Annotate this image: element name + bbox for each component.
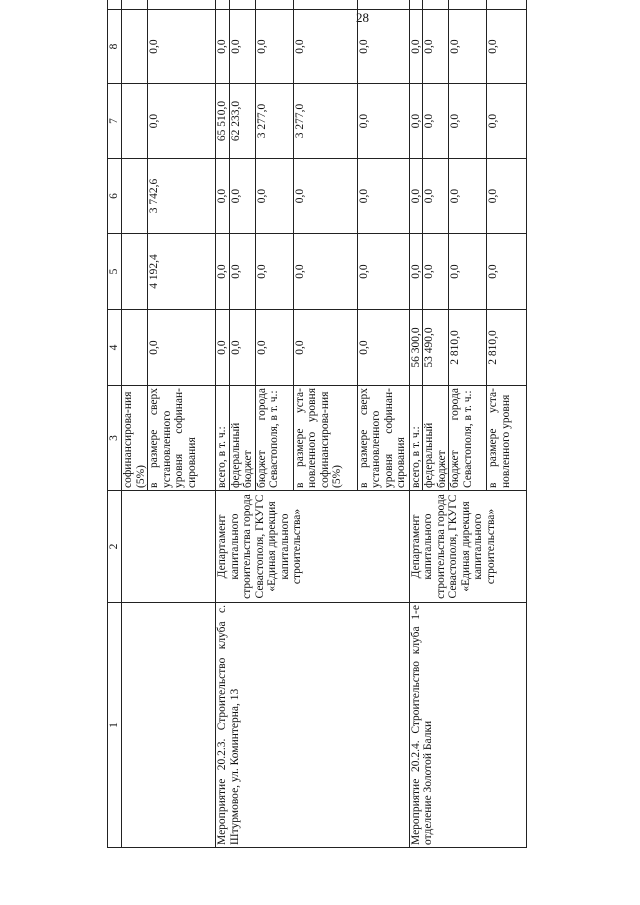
value-cell: 0,0 xyxy=(449,84,487,159)
fund-source: федеральный бюджет xyxy=(229,386,255,491)
fund-source: федеральный бюджет xyxy=(423,386,449,491)
value-cell xyxy=(148,0,216,10)
value-cell: 4 192,4 xyxy=(148,234,216,310)
value-cell: 0,0 xyxy=(216,310,230,386)
value-cell: 0,0 xyxy=(423,10,449,84)
budget-table xyxy=(107,0,527,848)
value-cell: 0,0 xyxy=(293,10,357,84)
executor-name: Департамент капитального строительства города Севастополя, ГКУГС «Единая дирекция капитального строительства» xyxy=(216,491,410,603)
value-cell: 0,0 xyxy=(255,310,293,386)
value-cell: 0,0 xyxy=(293,159,357,234)
continued-executor-cell xyxy=(122,491,216,603)
value-cell xyxy=(229,0,255,10)
value-cell: 0,0 xyxy=(409,84,423,159)
value-cell: 0,0 xyxy=(357,310,409,386)
col-header: 2 xyxy=(108,491,122,603)
col-header: 3 xyxy=(108,386,122,491)
table-row xyxy=(122,0,148,848)
fund-source: бюджет города Севастополя, в т. ч.: xyxy=(255,386,293,491)
continued-measure-cell xyxy=(122,603,216,848)
value-cell xyxy=(449,0,487,10)
value-cell: 2 810,0 xyxy=(449,310,487,386)
value-cell: 62 233,0 xyxy=(229,84,255,159)
value-cell: 0,0 xyxy=(255,234,293,310)
value-cell: 0,0 xyxy=(449,234,487,310)
value-cell: 0,0 xyxy=(229,159,255,234)
value-cell: 0,0 xyxy=(423,84,449,159)
value-cell: 3 742,6 xyxy=(148,159,216,234)
value-cell: 53 490,0 xyxy=(423,310,449,386)
value-cell: 0,0 xyxy=(229,10,255,84)
col-header: 8 xyxy=(108,10,122,84)
value-cell: 0,0 xyxy=(148,84,216,159)
measure-name: Мероприятие 20.2.3. Строительство клуба с. Штурмовое, ул. Коминтерна, 13 xyxy=(216,603,410,848)
value-cell: 0,0 xyxy=(487,10,527,84)
value-cell: 0,0 xyxy=(357,234,409,310)
value-cell xyxy=(357,0,409,10)
column-number-row xyxy=(108,0,122,848)
rotated-table-frame xyxy=(107,30,512,848)
fund-source: в размере сверх установленного уровня софинан-сирования xyxy=(357,386,409,491)
value-cell: 3 277,0 xyxy=(293,84,357,159)
value-cell: 0,0 xyxy=(293,234,357,310)
fund-source: в размере уста-новленного уровня софинансирова-ния (5%) xyxy=(293,386,357,491)
value-cell: 0,0 xyxy=(148,310,216,386)
value-cell: 0,0 xyxy=(449,159,487,234)
col-header xyxy=(108,0,122,10)
value-cell: 0,0 xyxy=(216,234,230,310)
value-cell xyxy=(409,0,423,10)
value-cell: 0,0 xyxy=(409,10,423,84)
value-cell: 0,0 xyxy=(229,310,255,386)
value-cell: 0,0 xyxy=(357,84,409,159)
table-row xyxy=(216,0,230,848)
value-cell xyxy=(487,0,527,10)
value-cell: 2 810,0 xyxy=(487,310,527,386)
value-cell xyxy=(216,0,230,10)
col-header: 7 xyxy=(108,84,122,159)
value-cell: 0,0 xyxy=(423,159,449,234)
value-cell: 0,0 xyxy=(216,10,230,84)
fund-source: бюджет города Севастополя, в т. ч.: xyxy=(449,386,487,491)
fund-source: всего, в т. ч.: xyxy=(409,386,423,491)
value-cell: 0,0 xyxy=(148,10,216,84)
fund-source: в размере уста-новленного уровня xyxy=(487,386,527,491)
value-cell: 0,0 xyxy=(409,234,423,310)
value-cell xyxy=(423,0,449,10)
value-cell: 0,0 xyxy=(216,159,230,234)
value-cell: 0,0 xyxy=(357,159,409,234)
value-cell: 0,0 xyxy=(229,234,255,310)
value-cell: 3 277,0 xyxy=(255,84,293,159)
value-cell xyxy=(255,0,293,10)
value-cell: 0,0 xyxy=(293,310,357,386)
table-row xyxy=(409,0,423,848)
value-cell: 65 510,0 xyxy=(216,84,230,159)
col-header: 6 xyxy=(108,159,122,234)
value-cell: 0,0 xyxy=(423,234,449,310)
value-cell: 0,0 xyxy=(487,234,527,310)
value-cell: 0,0 xyxy=(449,10,487,84)
value-cell: 0,0 xyxy=(255,159,293,234)
col-header: 1 xyxy=(108,603,122,848)
value-cell xyxy=(293,0,357,10)
value-cell: 0,0 xyxy=(357,10,409,84)
value-cell: 0,0 xyxy=(255,10,293,84)
value-cell: 0,0 xyxy=(409,159,423,234)
col-header: 4 xyxy=(108,310,122,386)
value-cell: 0,0 xyxy=(487,159,527,234)
executor-name: Департамент капитального строительства города Севастополя, ГКУГС «Единая дирекция капитального строительства» xyxy=(409,491,527,603)
value-cell: 0,0 xyxy=(487,84,527,159)
col-header: 5 xyxy=(108,234,122,310)
rotated-table-content xyxy=(107,30,512,848)
fund-source: всего, в т. ч.: xyxy=(216,386,230,491)
value-cell: 56 300,0 xyxy=(409,310,423,386)
measure-name: Мероприятие 20.2.4. Строительство клуба 1-е отделение Золотой Балки xyxy=(409,603,527,848)
page-number: 28 xyxy=(356,10,369,25)
fund-source: в размере сверх установленного уровня софинан-сирования xyxy=(148,386,216,491)
fund-source: софинансирова-ния (5%) xyxy=(122,386,148,491)
